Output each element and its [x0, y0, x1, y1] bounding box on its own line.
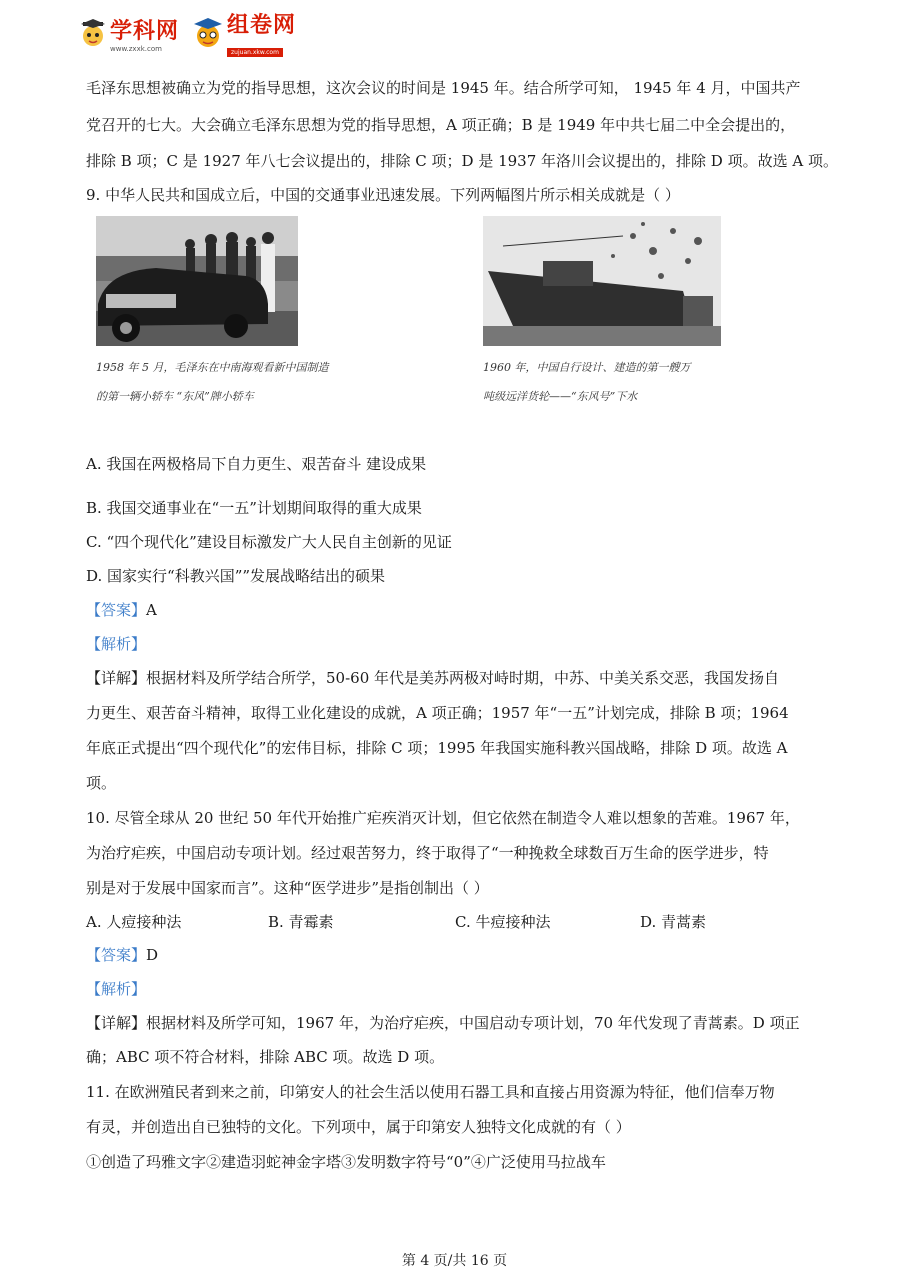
q11-stem-line: ①创造了玛雅文字②建造羽蛇神金字塔③发明数字符号“0”④广泛使用马拉战车: [86, 1153, 606, 1171]
q10-stem-line: 别是对于发展中国家而言”。这种“医学进步”是指创制出（ ）: [86, 879, 489, 897]
q10-analysis-label: 【解析】: [86, 980, 147, 998]
q9-detail-line: 项。: [86, 774, 117, 792]
text-line: 毛泽东思想被确立为党的指导思想，这次会议的时间是 1945 年。结合所学可知， 1945 年 4 月，中国共产: [86, 79, 801, 97]
logo2-text: 组卷网: [227, 13, 297, 38]
q9-analysis-label: 【解析】: [86, 635, 147, 653]
car-caption-line2: 的第一辆小轿车 “东风”牌小轿车: [96, 390, 254, 403]
answer-label: 【答案】: [86, 946, 147, 964]
q10-stem-line: 为治疗疟疾，中国启动专项计划。经过艰苦努力，终于取得了“一种挽救全球数百万生命的医学进步，特: [86, 844, 769, 862]
logo2-url: zujuan.xkw.com: [227, 48, 283, 57]
zujuan-logo: [193, 8, 296, 58]
text-line: 党召开的七大。大会确立毛泽东思想为党的指导思想，A 项正确；B 是 1949 年中共七届二中全会提出的，: [86, 116, 796, 134]
ship-caption-line2: 吨级远洋货轮——“东风号”下水: [483, 390, 638, 403]
text-line: 排除 B 项；C 是 1927 年八七会议提出的，排除 C 项；D 是 1937 年洛川会议提出的，排除 D 项。故选 A 项。: [86, 152, 838, 170]
q9-option-c: C. “四个现代化”建设目标激发广大人民自主创新的见证: [86, 533, 452, 551]
car-photo: [96, 216, 298, 346]
q9-detail-line: 【详解】根据材料及所学结合所学，50-60 年代是美苏两极对峙时期，中苏、中美关系交恶，我国发扬自: [86, 669, 780, 687]
mascot-icon: [193, 17, 223, 49]
answer-value: A: [146, 601, 157, 619]
q10-stem-line: 10. 尽管全球从 20 世纪 50 年代开始推广疟疾消灭计划，但它依然在制造令人难以想象的苦难。1967 年，: [86, 809, 800, 827]
q9-option-d: D. 国家实行“科教兴国””发展战略结出的硕果: [86, 567, 386, 585]
q9-detail-line: 年底正式提出“四个现代化”的宏伟目标，排除 C 项；1995 年我国实施科教兴国战略，排除 D 项。故选 A: [86, 739, 788, 757]
q10-option-c: C. 牛痘接种法: [455, 913, 551, 931]
q11-stem-line: 有灵，并创造出自已独特的文化。下列项中，属于印第安人独特文化成就的有（ ）: [86, 1118, 631, 1136]
header-logos: [80, 10, 296, 56]
answer-label: 【答案】: [86, 601, 147, 619]
q10-option-a: A. 人痘接种法: [86, 913, 182, 931]
logo1-text: 学科网: [110, 18, 180, 44]
ship-caption-line1: 1960 年，中国自行设计、建造的第一艘万: [483, 361, 691, 374]
mascot-icon: [80, 18, 106, 48]
q9-option-a: A. 我国在两极格局下自力更生、艰苦奋斗 建设成果: [86, 455, 427, 473]
q10-answer: [86, 945, 158, 965]
q10-detail-line: 确；ABC 项不符合材料，排除 ABC 项。故选 D 项。: [86, 1048, 445, 1066]
q11-stem-line: 11. 在欧洲殖民者到来之前，印第安人的社会生活以使用石器工具和直接占用资源为特征，他们信奉万物: [86, 1083, 775, 1101]
logo1-url: www.zxxk.com: [110, 44, 162, 53]
zxxk-logo: [80, 14, 179, 53]
answer-value: D: [146, 946, 159, 964]
page-number: 第 4 页/共 16 页: [401, 1253, 508, 1269]
q9-option-b: B. 我国交通事业在“一五”计划期间取得的重大成果: [86, 499, 422, 517]
q10-option-d: D. 青蒿素: [640, 913, 707, 931]
q9-detail-line: 力更生、艰苦奋斗精神，取得工业化建设的成就，A 项正确；1957 年“一五”计划完成，排除 B 项；1964: [86, 704, 789, 722]
ship-photo: [483, 216, 721, 346]
q9-answer: [86, 600, 157, 620]
car-caption-line1: 1958 年 5 月，毛泽东在中南海观看新中国制造: [96, 361, 329, 374]
question-9-stem: 9. 中华人民共和国成立后，中国的交通事业迅速发展。下列两幅图片所示相关成就是（ ）: [86, 186, 680, 204]
q10-option-b: B. 青霉素: [268, 913, 334, 931]
q10-detail-line: 【详解】根据材料及所学可知，1967 年，为治疗疟疾，中国启动专项计划，70 年代发现了青蒿素。D 项正: [86, 1014, 800, 1032]
